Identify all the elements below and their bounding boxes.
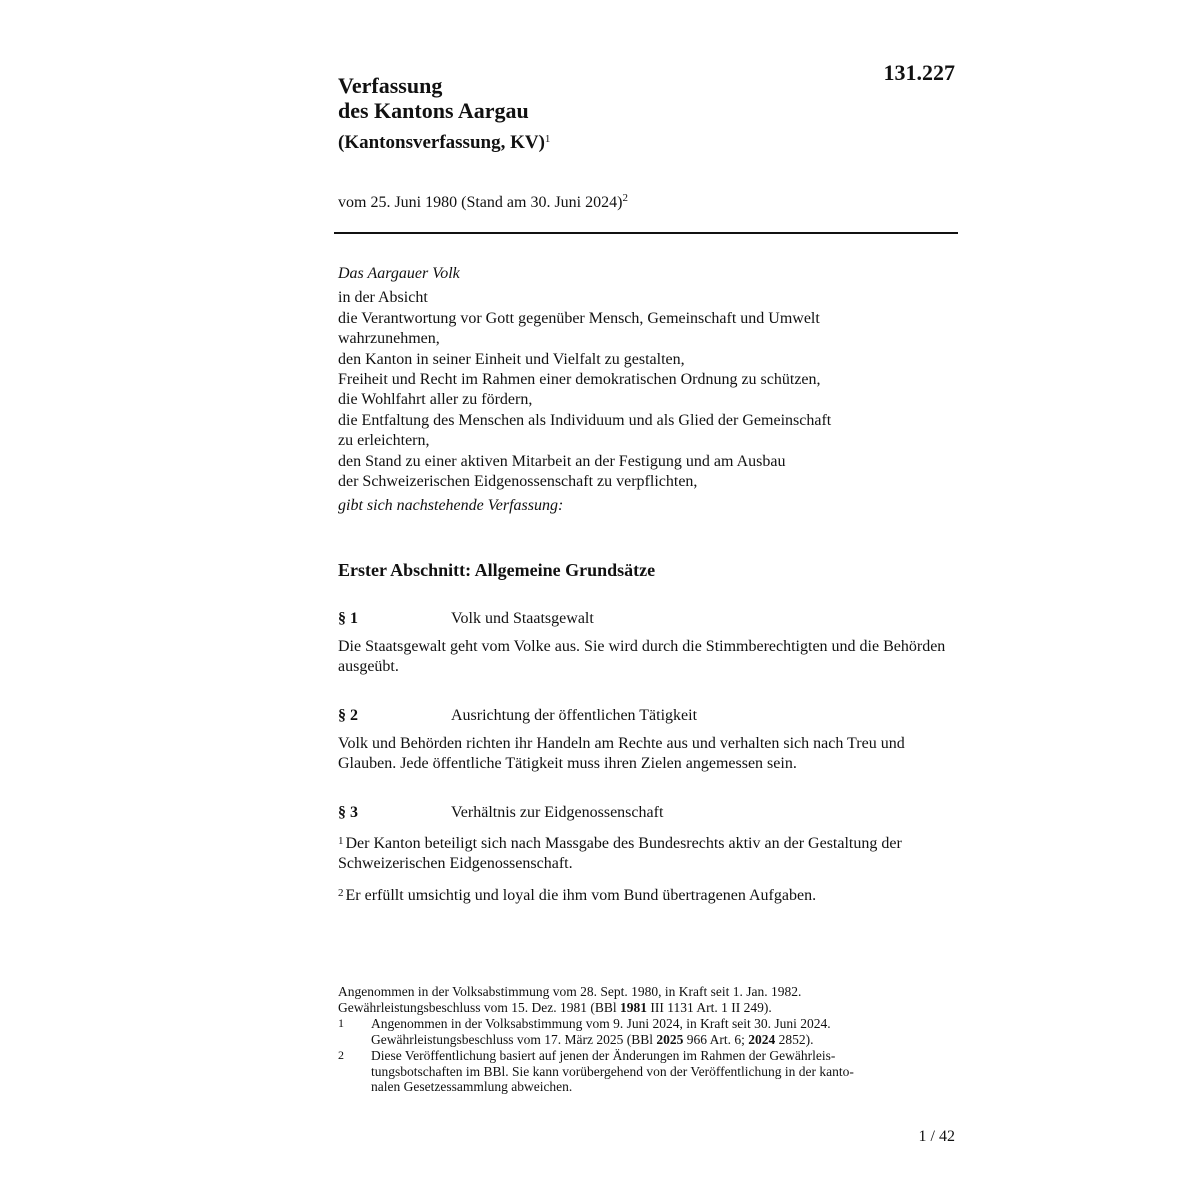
- adoption-note-line: [338, 1000, 958, 1016]
- preamble-line: die Wohlfahrt aller zu fördern,: [338, 391, 533, 409]
- preamble-line: in der Absicht: [338, 289, 428, 307]
- paragraph-title: Volk und Staatsgewalt: [451, 610, 594, 627]
- paragraph-heading: [338, 804, 958, 826]
- paragraph-3: [338, 804, 958, 906]
- note-year: 2025: [656, 1031, 684, 1047]
- note-year: 1981: [619, 999, 647, 1015]
- preamble-line: die Entfaltung des Menschen als Individuum und als Glied der Gemeinschaft: [338, 411, 832, 429]
- preamble-line: die Verantwortung vor Gott gegenüber Mensch, Gemeinschaft und Umwelt: [338, 309, 820, 327]
- paragraph-section-2: [338, 883, 958, 906]
- paragraph-heading: [338, 610, 958, 632]
- footnote-1: [338, 1016, 958, 1047]
- preamble-line: den Stand zu einer aktiven Mitarbeit an der Festigung und am Ausbau: [338, 452, 786, 470]
- chapter-heading: Erster Abschnitt: Allgemeine Grundsätze: [338, 560, 656, 580]
- adoption-note-line: Angenommen in der Volksabstimmung vom 28. Sept. 1980, in Kraft seit 1. Jan. 1982.: [338, 984, 802, 999]
- footnote-text: [371, 1016, 958, 1047]
- preamble-line: zu erleichtern,: [338, 432, 430, 450]
- paragraph-heading: [338, 707, 958, 729]
- section-number: 2: [338, 887, 344, 899]
- paragraph-number: § 3: [338, 804, 358, 821]
- document-subtitle: [338, 127, 550, 155]
- document-title: [338, 73, 550, 155]
- note-text: 2852).: [775, 1031, 814, 1047]
- footnotes: [338, 984, 958, 1095]
- footnote-line: [371, 1032, 958, 1048]
- section-text: Er erfüllt umsichtig und loyal die ihm vom Bund übertragenen Aufgaben.: [345, 887, 817, 904]
- paragraph-1: [338, 610, 958, 677]
- preamble-line: der Schweizerischen Eidgenossenschaft zu verpflichten,: [338, 473, 698, 491]
- document-date: [338, 192, 628, 212]
- law-number: 131.227: [883, 60, 955, 85]
- paragraph-number: § 1: [338, 610, 358, 627]
- header-divider: [334, 232, 958, 234]
- paragraph-number: § 2: [338, 707, 358, 724]
- preamble-outro: gibt sich nachstehende Verfassung:: [338, 497, 564, 515]
- preamble-intro: Das Aargauer Volk: [338, 265, 460, 282]
- preamble: [338, 264, 958, 517]
- paragraph-title: Ausrichtung der öffentlichen Tätigkeit: [451, 707, 698, 724]
- paragraph-text: Die Staatsgewalt geht vom Volke aus. Sie wird durch die Stimmberechtigten und die Behörden ausgeübt.: [338, 638, 946, 675]
- footnote-line: tungsbotschaften im BBl. Sie kann vorübergehend von der Veröffentlichung in der kanto-: [371, 1063, 854, 1079]
- footnote-ref-2[interactable]: 2: [622, 192, 628, 204]
- note-year: 2024: [748, 1031, 776, 1047]
- footnote-2: [338, 1048, 958, 1095]
- note-text: 966 Art. 6;: [683, 1031, 749, 1047]
- title-line-2: des Kantons Aargau: [338, 98, 529, 123]
- preamble-line: Freiheit und Recht im Rahmen einer demokratischen Ordnung zu schützen,: [338, 371, 821, 389]
- adoption-note: [338, 984, 958, 1015]
- subtitle-text: (Kantonsverfassung, KV): [338, 132, 545, 153]
- footnote-marker: 2: [338, 1048, 344, 1062]
- title-line-1: Verfassung: [338, 73, 443, 98]
- date-text: vom 25. Juni 1980 (Stand am 30. Juni 2024): [338, 194, 623, 211]
- paragraph-2: [338, 707, 958, 774]
- footnote-line: Angenommen in der Volksabstimmung vom 9. Juni 2024, in Kraft seit 30. Juni 2024.: [371, 1016, 831, 1031]
- note-text: Gewährleistungsbeschluss vom 15. Dez. 1981 (BBl: [338, 999, 620, 1015]
- footnote-line: nalen Gesetzessammlung abweichen.: [371, 1079, 573, 1094]
- section-text: Der Kanton beteiligt sich nach Massgabe des Bundesrechts aktiv an der Gestaltung der Schweizerischen Eidgenossenschaft.: [338, 835, 902, 872]
- paragraph-title: Verhältnis zur Eidgenossenschaft: [451, 804, 664, 821]
- preamble-line: den Kanton in seiner Einheit und Vielfalt zu gestalten,: [338, 350, 685, 368]
- preamble-line: wahrzunehmen,: [338, 330, 440, 348]
- footnote-text: [371, 1048, 958, 1095]
- footnote-ref-1[interactable]: 1: [544, 133, 551, 145]
- note-text: Gewährleistungsbeschluss vom 17. März 2025 (BBl: [371, 1031, 657, 1047]
- footnote-line: Diese Veröffentlichung basiert auf jenen der Änderungen im Rahmen der Gewährleis-: [371, 1048, 836, 1063]
- paragraph-text: Volk und Behörden richten ihr Handeln am Rechte aus und verhalten sich nach Treu und Glauben. Jede öffentliche Tätigkeit muss ihren Zielen angemessen sein.: [338, 735, 905, 772]
- section-number: 1: [338, 835, 344, 847]
- page-number: 1 / 42: [918, 1128, 955, 1145]
- footnote-marker: 1: [338, 1016, 344, 1030]
- paragraph-section-1: [338, 831, 958, 874]
- note-text: III 1131 Art. 1 II 249).: [646, 999, 772, 1015]
